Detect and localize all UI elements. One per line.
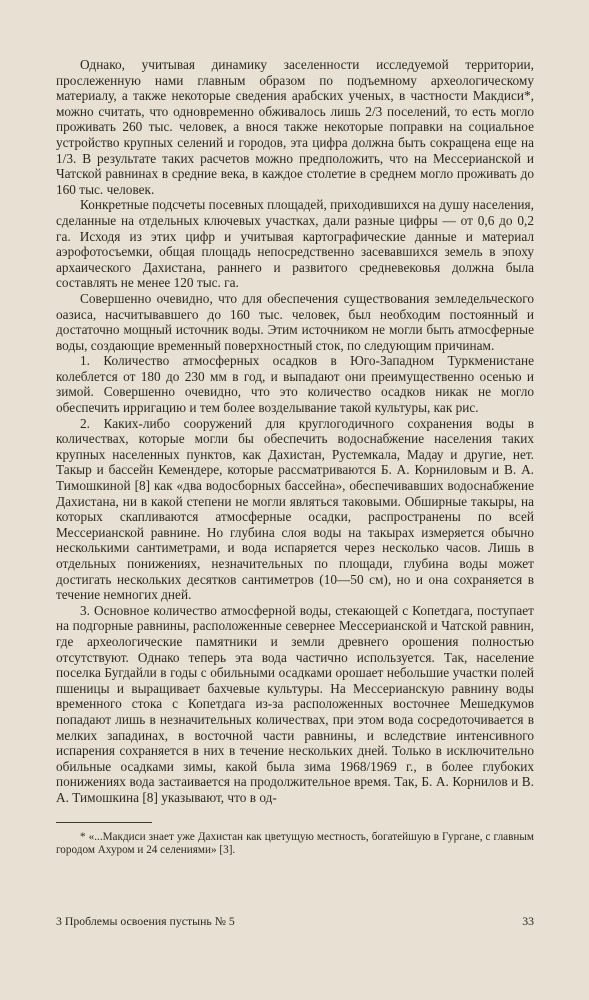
paragraph-3: Совершенно очевидно, что для обеспечения существования земледельческого оазиса, насчитывавшего до 160 тыс. человек, был необходим постоянный и достаточно мощный источник воды. Этим источником не могли быть атмосферные воды, создающие временный поверхностный сток, по следующим причинам. xyxy=(56,290,534,353)
paragraph-1: Однако, учитывая динамику заселенности исследуемой территории, прослеженную нами главным образом по подъемному археологическому материалу, а также некоторые сведения арабских ученых, в частности Макдиси*, можно считать, что одновременно обживалось лишь 2/3 поселений, то есть могло проживать 260 тыс. человек, а внося также некоторые поправки на социальное устройство крупных селений и городов, эта цифра должна быть сокращена еще на 1/3. В результате таких расчетов можно предположить, что на Мессерианской и Чатской равнинах в средние века, в каждое столетие в среднем могло проживать до 160 тыс. человек. xyxy=(56,57,534,197)
printer-signature: 3 Проблемы освоения пустынь № 5 xyxy=(56,914,235,928)
body-text xyxy=(56,57,534,806)
paragraph-5: 2. Каких-либо сооружений для круглогодичного сохранения воды в количествах, которые могли бы обеспечить водоснабжение населения таких крупных населенных пунктов, как Дахистан, Рустемкала, Мадау и другие, нет. Такыр и бассейн Кемендере, которые рассматриваются Б. А. Корниловым и В. А. Тимошкиной [8] как «два водосборных бассейна», обеспечивавших водоснабжение Дахистана, ни в какой степени не могли являться таковыми. Обширные такыры, на которых скапливаются атмосферные осадки, распространены по всей Мессерианской равнине. Но глубина слоя воды на такырах измеряется обычно несколькими сантиметрами, и вода испаряется через несколько часов. Лишь в отдельных понижениях, незначительных по площади, глубина воды может достигать нескольких десятков сантиметров (10—50 см), но и она сохраняется в течение немногих дней. xyxy=(56,415,534,603)
paragraph-4: 1. Количество атмосферных осадков в Юго-Западном Туркменистане колеблется от 180 до 230 мм в год, и выпадают они преимущественно осенью и зимой. Совершенно очевидно, что это количество осадков никак не могло обеспечить ирригацию и тем более возделывание такой культуры, как рис. xyxy=(56,353,534,416)
paragraph-6: 3. Основное количество атмосферной воды, стекающей с Копетдага, поступает на подгорные равнины, расположенные севернее Мессерианской и Чатской равнин, где археологические памятники и земли древнего орошения полностью отсутствуют. Однако теперь эта вода частично используется. Так, население поселка Бугдайли в годы с обильными осадками орошает небольшие участки полей пшеницы и выращивает бахчевые культуры. На Мессерианскую равнину воды временного стока с Копетдага из-за расположенных восточнее Мешедкумов попадают лишь в незначительных количествах, при этом вода сосредоточивается в мелких западинах, в восточной части равнины, и вследствие интенсивного испарения сохраняется в них в течение нескольких дней. Только в исключительно обильные осадками зимы, какой была зима 1968/1969 г., в более глубоких понижениях вода застаивается на продолжительное время. Так, Б. А. Корнилов и В. А. Тимошкина [8] указывают, что в од- xyxy=(56,602,534,805)
footnote: * «...Макдиси знает уже Дахистан как цветущую местность, богатейшую в Гургане, с главным городом Ахуром и 24 селениями» [3]. xyxy=(56,830,534,856)
footnote-divider xyxy=(56,822,152,823)
page-footer xyxy=(56,914,534,929)
paragraph-2: Конкретные подсчеты посевных площадей, приходившихся на душу населения, сделанные на отдельных ключевых участках, дали разные цифры — от 0,6 до 0,2 га. Исходя из этих цифр и учитывая картографические данные и материал аэрофотосъемки, общая площадь непосредственно засевавшихся земель в эпоху архаического Дахистана, раннего и развитого средневековья должна была составлять не менее 120 тыс. га. xyxy=(56,197,534,291)
page-number: 33 xyxy=(522,914,534,928)
